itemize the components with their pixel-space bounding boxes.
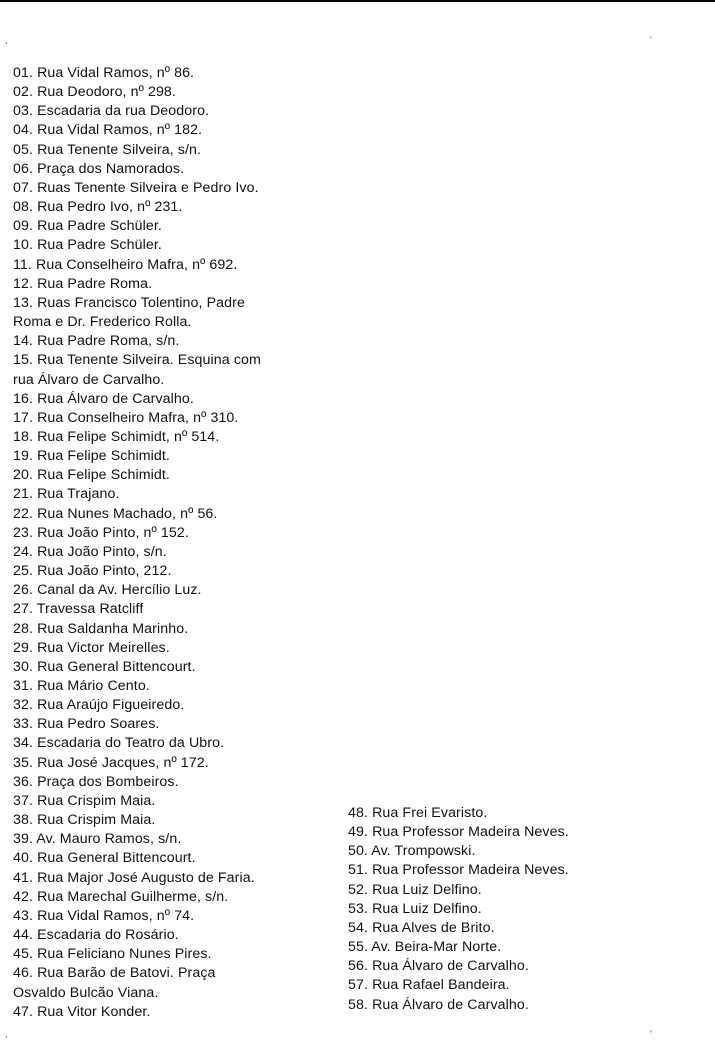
location-item: 01. Rua Vidal Ramos, nº 86. <box>13 65 195 81</box>
location-item: 08. Rua Pedro Ivo, nº 231. <box>13 199 183 216</box>
location-item: 58. Rua Álvaro de Carvalho. <box>348 996 529 1013</box>
location-item: 29. Rua Victor Meirelles. <box>13 639 170 656</box>
location-item: 34. Escadaria do Teatro da Ubro. <box>13 735 225 752</box>
location-item: 42. Rua Marechal Guilherme, s/n. <box>13 888 229 905</box>
location-item: 06. Praça dos Namorados. <box>13 160 185 177</box>
location-item: 41. Rua Major José Augusto de Faria. <box>13 869 255 886</box>
location-item: 50. Av. Trompowski. <box>348 843 476 860</box>
location-item: 57. Rua Rafael Bandeira. <box>348 977 510 994</box>
location-item: 26. Canal da Av. Hercílio Luz. <box>13 582 202 599</box>
location-item: 23. Rua João Pinto, nº 152. <box>13 524 189 541</box>
location-item: 15. Rua Tenente Silveira. Esquina com <box>13 352 261 369</box>
corner-mark-top-left: , <box>5 35 8 45</box>
location-item: 17. Rua Conselheiro Mafra, nº 310. <box>13 409 239 426</box>
location-item: 45. Rua Feliciano Nunes Pires. <box>13 946 212 963</box>
location-item: rua Álvaro de Carvalho. <box>13 371 165 388</box>
location-item: 48. Rua Frei Evaristo. <box>348 805 488 821</box>
location-item: 13. Ruas Francisco Tolentino, Padre <box>13 294 245 311</box>
corner-mark-top-right: ' <box>650 35 652 45</box>
location-item: 51. Rua Professor Madeira Neves. <box>348 862 569 879</box>
location-item: 49. Rua Professor Madeira Neves. <box>348 824 569 841</box>
corner-mark-bottom-left: , <box>5 1029 8 1039</box>
location-item: 52. Rua Luiz Delfino. <box>348 881 482 898</box>
location-item: 46. Rua Barão de Batovi. Praça <box>13 965 216 982</box>
location-item: 03. Escadaria da rua Deodoro. <box>13 103 210 120</box>
location-item: 18. Rua Felipe Schimidt, nº 514. <box>13 428 220 445</box>
location-item: 20. Rua Felipe Schimidt. <box>13 467 170 484</box>
location-item: 22. Rua Nunes Machado, nº 56. <box>13 505 218 522</box>
location-item: 27. Travessa Ratcliff <box>13 601 144 618</box>
location-item: 21. Rua Trajano. <box>13 486 120 503</box>
location-item: 54. Rua Alves de Brito. <box>348 919 495 936</box>
location-item: 07. Ruas Tenente Silveira e Pedro Ivo. <box>13 179 259 196</box>
location-item: 55. Av. Beira-Mar Norte. <box>348 939 502 956</box>
location-item: 05. Rua Tenente Silveira, s/n. <box>13 141 202 158</box>
corner-mark-bottom-right: ' <box>650 1029 652 1039</box>
location-item: 19. Rua Felipe Schimidt. <box>13 448 170 465</box>
location-item: 56. Rua Álvaro de Carvalho. <box>348 958 529 975</box>
location-item: 33. Rua Pedro Soares. <box>13 716 160 733</box>
location-item: 53. Rua Luiz Delfino. <box>348 900 482 917</box>
location-item: 24. Rua João Pinto, s/n. <box>13 543 167 560</box>
location-item: Osvaldo Bulcão Viana. <box>13 984 159 1001</box>
location-item: 14. Rua Padre Roma, s/n. <box>13 333 180 350</box>
location-item: 09. Rua Padre Schüler. <box>13 218 162 235</box>
location-item: 47. Rua Vitor Konder. <box>13 1003 151 1020</box>
location-item: 35. Rua José Jacques, nº 172. <box>13 754 209 771</box>
location-item: 39. Av. Mauro Ramos, s/n. <box>13 831 182 848</box>
location-list-left <box>13 64 333 1022</box>
location-item: 37. Rua Crispim Maia. <box>13 792 156 809</box>
location-item: 02. Rua Deodoro, nº 298. <box>13 84 176 101</box>
location-item: 44. Escadaria do Rosário. <box>13 927 179 944</box>
location-item: 32. Rua Araújo Figueiredo. <box>13 697 185 714</box>
location-list-right <box>348 804 688 1015</box>
location-item: 36. Praça dos Bombeiros. <box>13 773 179 790</box>
location-item: 12. Rua Padre Roma. <box>13 275 153 292</box>
location-item: 40. Rua General Bittencourt. <box>13 850 196 867</box>
location-item: 11. Rua Conselheiro Mafra, nº 692. <box>13 256 238 273</box>
location-item: 10. Rua Padre Schüler. <box>13 237 162 254</box>
location-item: 43. Rua Vidal Ramos, nº 74. <box>13 907 195 924</box>
location-item: 04. Rua Vidal Ramos, nº 182. <box>13 122 203 139</box>
location-item: Roma e Dr. Frederico Rolla. <box>13 314 192 331</box>
location-item: 28. Rua Saldanha Marinho. <box>13 620 189 637</box>
location-item: 31. Rua Mário Cento. <box>13 678 150 694</box>
location-item: 30. Rua General Bittencourt. <box>13 658 196 675</box>
location-item: 38. Rua Crispim Maia. <box>13 812 156 829</box>
location-item: 25. Rua João Pinto, 212. <box>13 563 172 580</box>
location-item: 16. Rua Álvaro de Carvalho. <box>13 390 194 407</box>
top-border-line <box>0 0 715 2</box>
